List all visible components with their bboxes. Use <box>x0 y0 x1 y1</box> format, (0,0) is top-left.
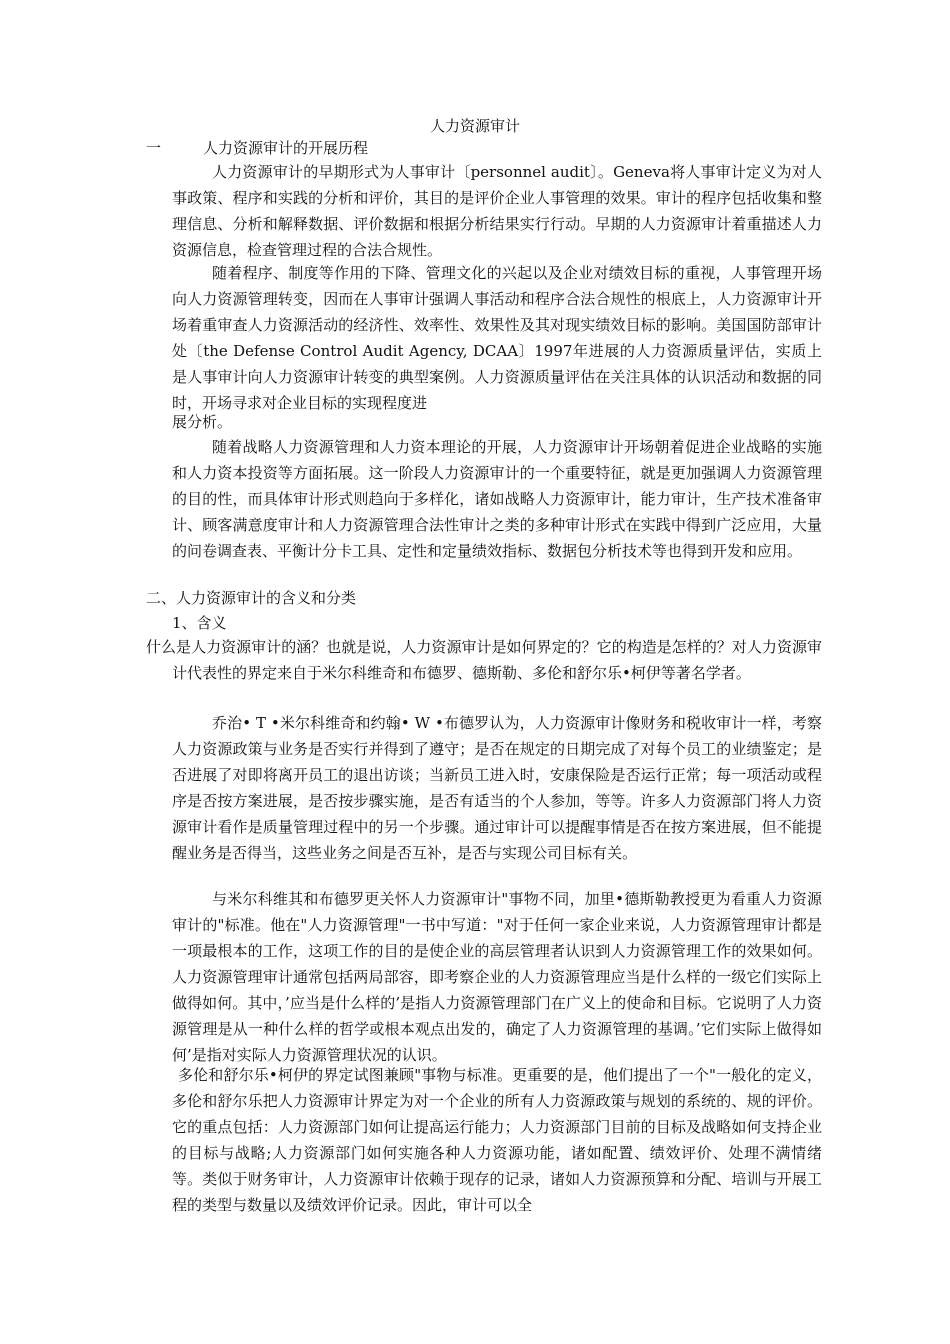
section-1-number: 一 <box>146 139 162 157</box>
paragraph-2-tail: 展分析。 <box>172 413 233 431</box>
document-title: 人力资源审计 <box>429 117 520 135</box>
paragraph-1: 人力资源审计的早期形式为人事审计〔personnel audit〕。Geneva将人事审计定义为对人事政策、程序和实践的分析和评价，其目的是评价企业人事管理的效果。审计的程序包括收集和整理信息、分析和解释数据、评价数据和根据分析结果实行行动。早期的人力资源审计着重描述人力资源信息，检查管理过程的合法合规性。 <box>172 163 822 259</box>
paragraph-dessler: 与米尔科维其和布德罗更关怀人力资源审计"事物不同，加里•德斯勒教授更为看重人力资源审计的"标准。他在"人力资源管理"一书中写道："对于任何一家企业来说，人力资源管理审计都是一项最根本的工作，这项工作的目的是使企业的高层管理者认识到人力资源管理工作的效果如何。人力资源管理审计通常包括两局部容，即考察企业的人力资源管理应当是什么样的一级它们实际上做得如何。其中，’应当是什么样的’是指人力资源管理部门在广义上的使命和目标。它说明了人力资源管理是从一种什么样的哲学或根本观点出发的，确定了人力资源管理的基调。’它们实际上做得如何’是指对实际人力资源管理状况的认识。 <box>172 890 822 1064</box>
section-1-heading <box>146 138 368 158</box>
definition-question-paragraph: 什么是人力资源审计的涵？也就是说，人力资源审计是如何界定的？它的构造是怎样的？对人力资源审计代表性的界定来自于米尔科维奇和布德罗、德斯勒、多伦和舒尔乐•柯伊等著名学者。 <box>146 638 822 682</box>
section-1-heading-text: 人力资源审计的开展历程 <box>203 139 369 157</box>
paragraph-dolan: 多伦和舒尔乐•柯伊的界定试图兼顾"事物与标准。更重要的是，他们提出了一个"一般化的定义，多伦和舒尔乐把人力资源审计界定为对一个企业的所有人力资源政策与规划的系统的、规的评价。它的重点包括：人力资源部门如何让提高运行能力；人力资源部门目前的目标及战略如何支持企业的目标与战略;人力资源部门如何实施各种人力资源功能，诸如配置、绩效评价、处理不满情绪等。类似于财务审计，人力资源审计依赖于现存的记录，诸如人力资源预算和分配、培训与开展工程的类型与数量以及绩效评价记录。因此，审计可以全 <box>172 1066 822 1214</box>
subsection-1-heading: 1、含义 <box>172 614 227 632</box>
section-2-heading: 二、人力资源审计的含义和分类 <box>146 589 357 607</box>
paragraph-milkovich: 乔治• T •米尔科维奇和约翰• W •布德罗认为，人力资源审计像财务和税收审计一样，考察人力资源政策与业务是否实行并得到了遵守；是否在规定的日期完成了对每个员工的业绩鉴定；是否进展了对即将离开员工的退出访谈；当新员工进入时，安康保险是否运行正常；每一项活动或程序是否按方案进展，是否按步骤实施，是否有适当的个人参加，等等。许多人力资源部门将人力资源审计看作是质量管理过程中的另一个步骤。通过审计可以提醒事情是否在按方案进展，但不能提醒业务是否得当，这些业务之间是否互补，是否与实现公司目标有关。 <box>172 714 822 862</box>
paragraph-3: 随着战略人力资源管理和人力资本理论的开展，人力资源审计开场朝着促进企业战略的实施和人力资本投资等方面拓展。这一阶段人力资源审计的一个重要特征，就是更加强调人力资源管理的目的性，而具体审计形式则趋向于多样化，诸如战略人力资源审计，能力审计，生产技术准备审计、顾客满意度审计和人力资源管理合法性审计之类的多种审计形式在实践中得到广泛应用，大量的问卷调查表、平衡计分卡工具、定性和定量绩效指标、数据包分析技术等也得到开发和应用。 <box>172 438 822 560</box>
paragraph-2: 随着程序、制度等作用的下降、管理文化的兴起以及企业对绩效目标的重视，人事管理开场向人力资源管理转变，因而在人事审计强调人事活动和程序合法合规性的根底上，人力资源审计开场着重审查人力资源活动的经济性、效率性、效果性及其对现实绩效目标的影响。美国国防部审计处〔the Defense Control Audit Agency, DCAA〕1997年进展的人力资源质量评估，实质上是人事审计向人力资源审计转变的典型案例。人力资源质量评估在关注具体的认识活动和数据的同时，开场寻求对企业目标的实现程度进 <box>172 264 822 412</box>
